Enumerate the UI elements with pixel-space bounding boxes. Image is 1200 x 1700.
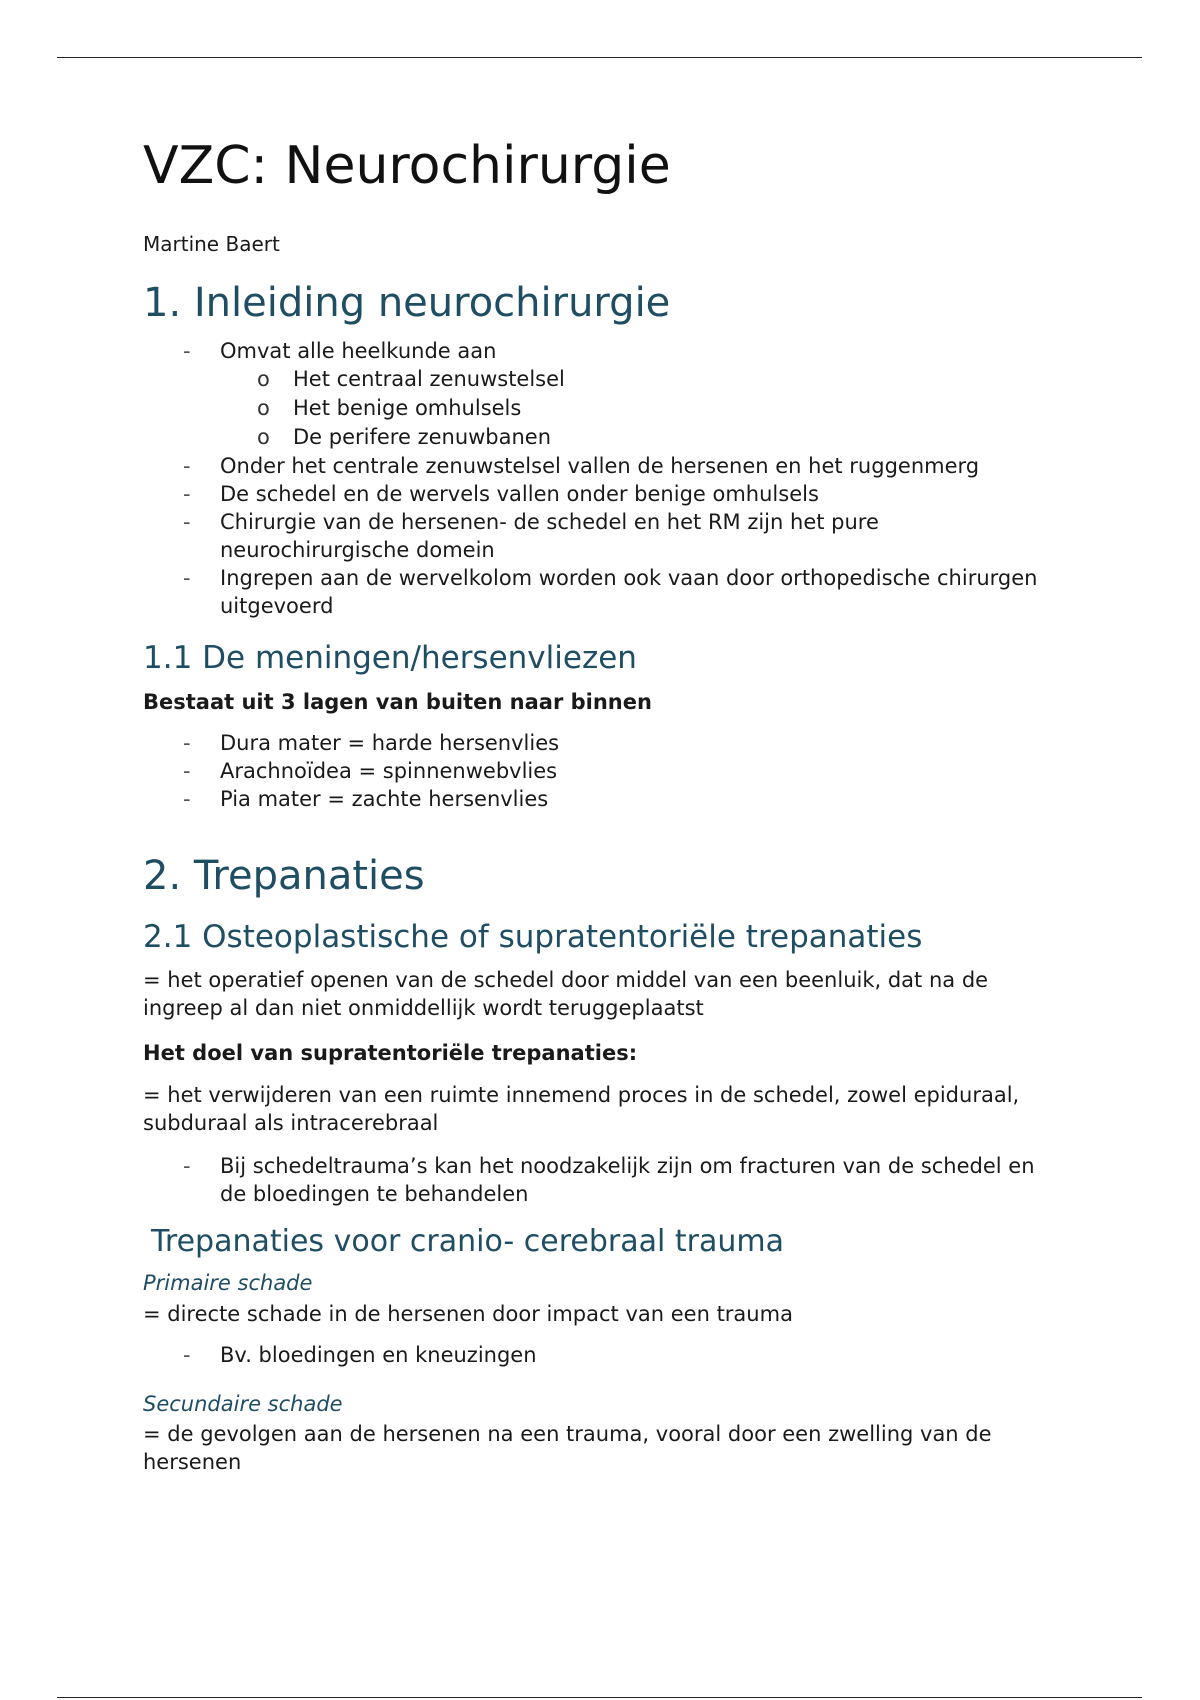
section-1-heading: 1. Inleiding neurochirurgie: [143, 280, 671, 326]
sub-list-item: o De perifere zenuwbanen: [143, 423, 1063, 452]
list-item: - Arachnoïdea = spinnenwebvlies: [143, 757, 1063, 785]
trauma-heading: Trepanaties voor cranio- cerebraal trauma: [151, 1224, 784, 1259]
header-rule: [57, 57, 1142, 58]
list-item: - Onder het centrale zenuwstelsel vallen de hersenen en het ruggenmerg: [143, 452, 1063, 480]
footer-rule: [57, 1697, 1142, 1698]
document-author: Martine Baert: [143, 232, 280, 256]
meninges-list: [143, 729, 1063, 813]
section-1-list: [143, 337, 1063, 620]
list-item: - Bij schedeltrauma’s kan het noodzakelijk zijn om fracturen van de schedel en de bloedingen te behandelen: [143, 1152, 1063, 1208]
secondary-damage-label: Secundaire schade: [143, 1392, 343, 1416]
definition-paragraph: = het operatief openen van de schedel door middel van een beenluik, dat na de ingreep al dan niet onmiddellijk wordt teruggeplaatst: [143, 968, 989, 1020]
sub-list-item: o Het centraal zenuwstelsel: [143, 365, 1063, 394]
list-item: - Dura mater = harde hersenvlies: [143, 729, 1063, 757]
goal-label: Het doel van supratentoriële trepanaties:: [143, 1041, 638, 1065]
sub-list-item: o Het benige omhulsels: [143, 394, 1063, 423]
trauma-note-list: [143, 1152, 1063, 1208]
list-item: - Chirurgie van de hersenen- de schedel en het RM zijn het pure neurochirurgische domein: [143, 508, 1063, 564]
primary-damage-text: = directe schade in de hersenen door impact van een trauma: [143, 1302, 793, 1326]
list-item: - De schedel en de wervels vallen onder benige omhulsels: [143, 480, 1063, 508]
section-1-1-heading: 1.1 De meningen/hersenvliezen: [143, 640, 637, 676]
section-1-1-lead: Bestaat uit 3 lagen van buiten naar binnen: [143, 690, 652, 714]
list-item: - Ingrepen aan de wervelkolom worden ook vaan door orthopedische chirurgen uitgevoerd: [143, 564, 1063, 620]
section-2-heading: 2. Trepanaties: [143, 853, 425, 899]
section-2-1-heading: 2.1 Osteoplastische of supratentoriële trepanaties: [143, 919, 923, 955]
list-item: - Pia mater = zachte hersenvlies: [143, 785, 1063, 813]
primary-damage-label: Primaire schade: [143, 1271, 313, 1295]
document-title: VZC: Neurochirurgie: [143, 136, 671, 196]
primary-damage-list: [143, 1341, 1063, 1369]
secondary-damage-text: = de gevolgen aan de hersenen na een trauma, vooral door een zwelling van de hersenen: [143, 1422, 992, 1474]
list-item: - Bv. bloedingen en kneuzingen: [143, 1341, 1063, 1369]
list-item: - Omvat alle heelkunde aan: [143, 337, 1063, 365]
goal-paragraph: = het verwijderen van een ruimte innemend proces in de schedel, zowel epiduraal, subduraal als intracerebraal: [143, 1083, 1020, 1135]
